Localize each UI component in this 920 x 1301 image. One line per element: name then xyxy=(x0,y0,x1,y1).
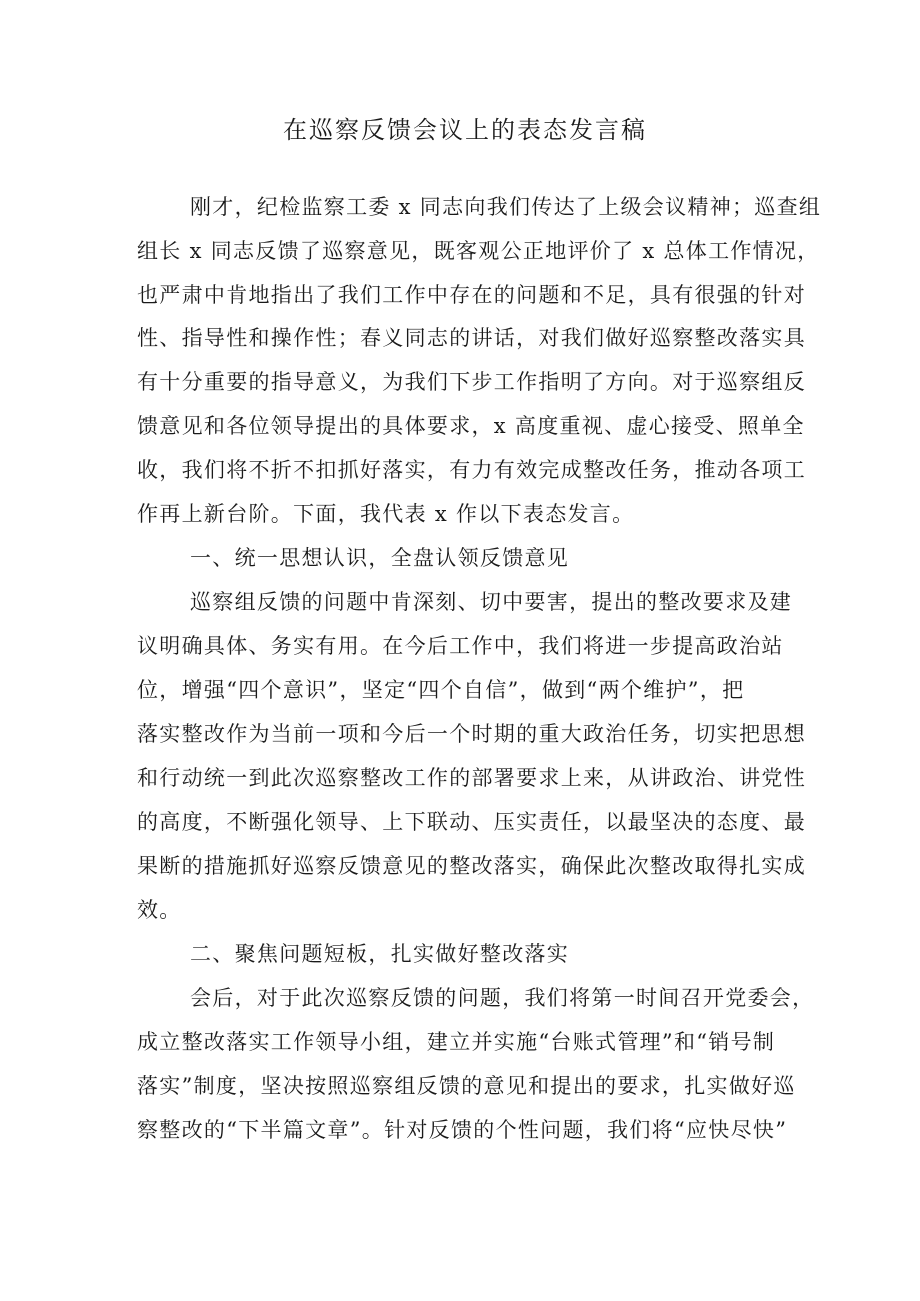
paragraph-1-line-8: 作再上新台阶。下面，我代表 x 作以下表态发言。 xyxy=(137,502,635,526)
paragraph-2-line-2: 议明确具体、务实有用。在今后工作中，我们将进一步提高政治站 xyxy=(137,634,784,658)
paragraph-2-line-6: 的高度，不断强化领导、上下联动、压实责任，以最坚决的态度、最 xyxy=(137,810,806,834)
paragraph-1-line-1: 刚才，纪检监察工委 x 同志向我们传达了上级会议精神；巡查组 xyxy=(190,195,822,219)
section-heading-1: 一、统一思想认识，全盘认领反馈意见 xyxy=(190,546,570,570)
paragraph-2-line-7: 果断的措施抓好巡察反馈意见的整改落实，确保此次整改取得扎实成 xyxy=(137,854,806,878)
paragraph-1-line-2: 组长 x 同志反馈了巡察意见，既客观公正地评价了 x 总体工作情况， xyxy=(137,239,820,263)
paragraph-2-line-8: 效。 xyxy=(137,898,182,922)
paragraph-3-line-4: 察整改的“下半篇文章”。针对反馈的个性问题，我们将“应快尽快” xyxy=(137,1118,788,1142)
paragraph-3-line-1: 会后，对于此次巡察反馈的问题，我们将第一时间召开党委会， xyxy=(190,986,815,1010)
section-heading-2: 二、聚焦问题短板，扎实做好整改落实 xyxy=(190,942,570,966)
document-title: 在巡察反馈会议上的表态发言稿 xyxy=(283,116,647,144)
paragraph-1-line-4: 性、指导性和操作性；春义同志的讲话，对我们做好巡察整改落实具 xyxy=(137,326,806,350)
paragraph-2-line-5: 和行动统一到此次巡察整改工作的部署要求上来，从讲政治、讲党性 xyxy=(137,766,806,790)
paragraph-2-line-4: 落实整改作为当前一项和今后一个时期的重大政治任务，切实把思想 xyxy=(137,722,806,746)
paragraph-1-line-5: 有十分重要的指导意义，为我们下步工作指明了方向。对于巡察组反 xyxy=(137,370,806,394)
paragraph-2-line-3: 位，增强“四个意识”，坚定“四个自信”，做到“两个维护”，把 xyxy=(137,678,745,702)
paragraph-3-line-2: 成立整改落实工作领导小组，建立并实施“台账式管理”和“销号制 xyxy=(137,1030,776,1054)
paragraph-2-line-1: 巡察组反馈的问题中肯深刻、切中要害，提出的整改要求及建 xyxy=(190,590,793,614)
paragraph-1-line-6: 馈意见和各位领导提出的具体要求，x 高度重视、虚心接受、照单全 xyxy=(137,414,805,438)
paragraph-3-line-3: 落实”制度，坚决按照巡察组反馈的意见和提出的要求，扎实做好巡 xyxy=(137,1074,796,1098)
paragraph-1-line-7: 收，我们将不折不扣抓好落实，有力有效完成整改任务，推动各项工 xyxy=(137,458,806,482)
paragraph-1-line-3: 也严肃中肯地指出了我们工作中存在的问题和不足，具有很强的针对 xyxy=(137,283,806,307)
